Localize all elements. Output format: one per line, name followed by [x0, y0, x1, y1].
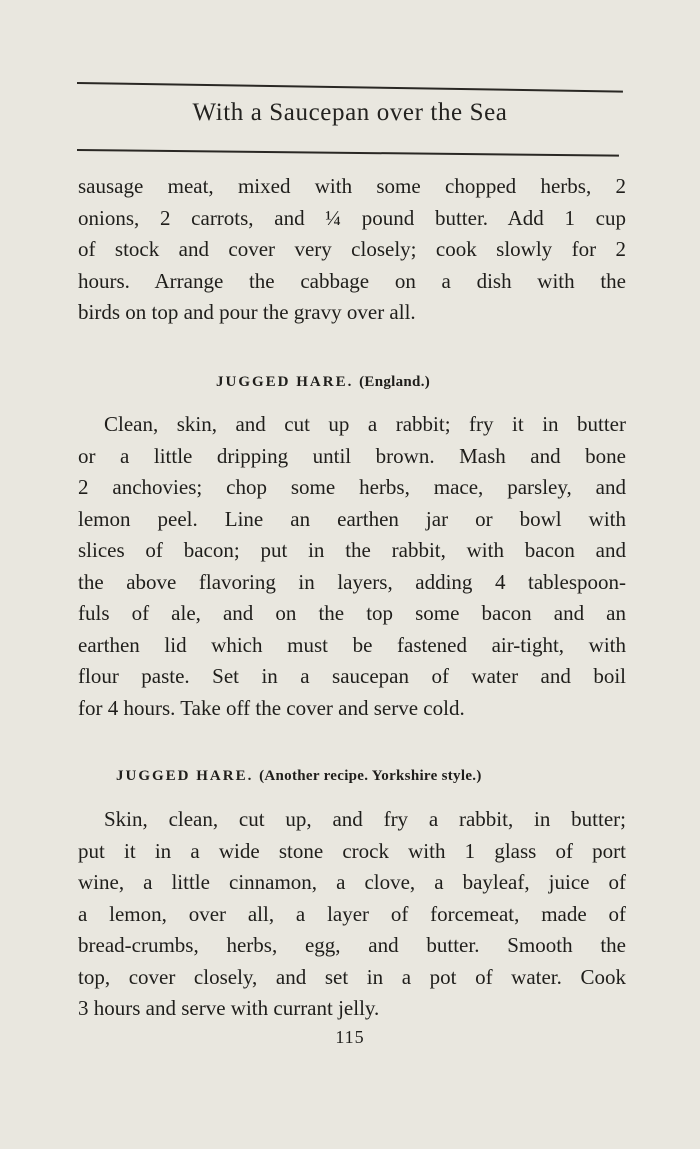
text-line: 3 hours and serve with currant jelly.: [78, 996, 380, 1020]
text-line: for 4 hours. Take off the cover and serve cold.: [78, 695, 465, 720]
recipe-subtitle: (England.): [359, 374, 431, 390]
text-line: or a little dripping until brown. Mash and bone: [78, 443, 626, 468]
text-line: sausage meat, mixed with some chopped herbs, 2: [78, 174, 626, 198]
recipe-title: JUGGED HARE.: [116, 768, 254, 784]
recipe-subtitle: (Another recipe. Yorkshire style.): [259, 768, 482, 784]
text-line: earthen lid which must be fastened air-tight, with: [78, 632, 626, 657]
text-line: slices of bacon; put in the rabbit, with bacon and: [78, 538, 626, 562]
recipe-heading-yorkshire: [116, 768, 482, 785]
recipe-body-england: [78, 409, 626, 724]
text-line: a lemon, over all, a layer of forcemeat, made of: [78, 901, 626, 926]
text-line: Skin, clean, cut up, and fry a rabbit, in butter;: [104, 807, 626, 831]
text-line: birds on top and pour the gravy over all.: [78, 300, 416, 324]
text-line: fuls of ale, and on the top some bacon and an: [78, 601, 626, 625]
text-line: wine, a little cinnamon, a clove, a bayleaf, juice of: [78, 870, 626, 894]
text-line: bread-crumbs, herbs, egg, and butter. Smooth the: [78, 933, 626, 957]
text-line: Clean, skin, and cut up a rabbit; fry it in butter: [104, 412, 626, 436]
page-number: 115: [335, 1027, 365, 1047]
text-line: the above flavoring in layers, adding 4 tablespoon-: [78, 569, 626, 594]
text-line: hours. Arrange the cabbage on a dish with the: [78, 268, 626, 293]
recipe-body-yorkshire: [78, 804, 626, 1025]
text-line: onions, 2 carrots, and ¼ pound butter. Add 1 cup: [78, 205, 626, 230]
recipe-title: JUGGED HARE.: [216, 374, 354, 390]
text-line: lemon peel. Line an earthen jar or bowl with: [78, 506, 626, 531]
paragraph-continued: [78, 171, 626, 329]
text-line: of stock and cover very closely; cook slowly for 2: [78, 237, 626, 261]
text-line: put it in a wide stone crock with 1 glass of port: [78, 838, 626, 863]
text-line: top, cover closely, and set in a pot of water. Cook: [78, 964, 626, 989]
recipe-heading-england: [216, 374, 430, 391]
text-line: flour paste. Set in a saucepan of water and boil: [78, 664, 626, 688]
running-head: With a Saucepan over the Sea: [192, 99, 508, 126]
text-line: 2 anchovies; chop some herbs, mace, parsley, and: [78, 475, 626, 499]
header-rule-bottom: [77, 149, 619, 157]
header-rule-top: [77, 82, 623, 93]
